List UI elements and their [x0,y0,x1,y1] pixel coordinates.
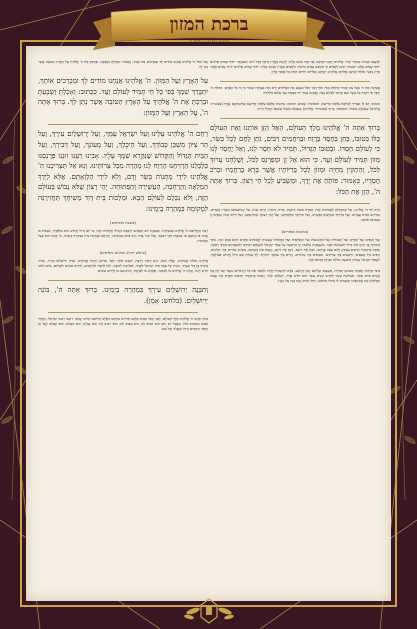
divider [48,124,198,125]
paragraph: נוֹדֶה לְּךָ ה' אֱלֹהֵינוּ, עַל שֶׁהִנְחַלְתָּ לַאֲבוֹתֵינוּ אֶרֶץ חֶמְדָּה טוֹבָה וּרְחָבָה, בְּרִית וְתוֹרָה, חַיִּים וּמָזוֹן. עַל שֶׁהוֹצֵאתָנוּ מֵאֶרֶץ מִצְרַיִם, וּפְדִיתָנוּ מִבֵּית עֲבָדִים. וְעַל בְּרִיתְךָ שֶׁחָתַמְתָּ בִּבְשָׂרֵנוּ, וְעַל תּוֹרָתְךָ שֶׁלִּמַּדְתָּנוּ, וְעַל חֻקֵּי רְצוֹנָךְ שֶׁהוֹדַעְתָּנוּ, וְעַל חַיִּים וּמָזוֹן שֶׁאַתָּה זָן וּמְפַרְנֵס אוֹתָנוּ: [210,208,380,223]
paragraph: לַמְנַצֵּחַ בִּנְגִינֹת מִזְמוֹר שִׁיר: אֱלֹהִים יְחָנֵּנוּ וִיבָרְכֵנוּ יָאֵר פָּנָיו אִתָּנוּ סֶלָה: לָדַעַת בָּאָרֶץ דַּרְכֶּךָ בְּכָל גּוֹיִם יְשׁוּעָתֶךָ: יוֹדוּךָ עַמִּים אֱלֹהִים יוֹדוּךָ עַמִּים כֻּלָּם: יִשְׂמְחוּ וִירַנְּנוּ לְאֻמִּים כִּי תִשְׁפֹּט עַמִּים מִישׁוֹר וּלְאֻמִּים בָּאָרֶץ תַּנְחֵם סֶלָה: יוֹדוּךָ עַמִּים אֱלֹהִים יוֹדוּךָ עַמִּים כֻּלָּם: אֶרֶץ נָתְנָה יְבוּלָהּ יְבָרְכֵנוּ אֱלֹהִים אֱלֹהֵינוּ: יְבָרְכֵנוּ אֱלֹהִים וְיִירְאוּ אוֹתוֹ כָּל אַפְסֵי אָרֶץ: [210,60,380,74]
divider [220,81,370,82]
page-title: ברכת המזון [169,14,249,35]
section-heading: (בשבת מוסיפים) [110,220,136,226]
divider [220,203,370,204]
divider [48,312,198,313]
left-text-column [38,60,208,338]
paragraph: וְעַל הַנִּסִּים וְעַל הַפֻּרְקָן וְעַל הַגְּבוּרוֹת וְעַל הַתְּשׁוּעוֹת וְעַל הַנִּפְלָאוֹת וְעַל הַנֶּחָמוֹת שֶׁעָשִׂיתָ לַאֲבוֹתֵינוּ בַּיָּמִים הָהֵם בִּזְּמַן הַזֶּה. בִּימֵי מַתִּתְיָה בֶּן יוֹחָנָן כֹּהֵן גָּדוֹל חַשְׁמוֹנַאי וּבָנָיו, כְּשֶׁעָמְדָה מַלְכוּת יָוָן הָרְשָׁעָה עַל עַמְּךָ יִשְׂרָאֵל לְשַׁכְּחָם תּוֹרָתָךְ וּלְהַעֲבִירָם מֵחֻקֵּי רְצוֹנָךְ, וְאַתָּה בְּרַחֲמֶיךָ הָרַבִּים עָמַדְתָּ לָהֶם בְּעֵת צָרָתָם, רַבְתָּ אֶת רִיבָם, דַּנְתָּ אֶת דִּינָם, נָקַמְתָּ אֶת נִקְמָתָם, מָסַרְתָּ גִבּוֹרִים בְּיַד חַלָּשִׁים, וְרַבִּים בְּיַד מְעַטִּים, וּרְשָׁעִים בְּיַד צַדִּיקִים, וּטְמֵאִים בְּיַד טְהוֹרִים, וְזֵדִים בְּיַד עוֹסְקֵי תוֹרָתֶךָ. לְךָ עָשִׂיתָ שֵׁם גָּדוֹל וְקָדוֹשׁ בְּעוֹלָמָךְ, וּלְעַמְּךָ יִשְׂרָאֵל עָשִׂיתָ תְּשׁוּעָה גְדוֹלָה וּפֻרְקָן כְּהַיּוֹם הַזֶּה. [210,238,380,263]
paragraph: בִּימֵי מָרְדְּכַי וְאֶסְתֵּר בְּשׁוּשַׁן הַבִּירָה, כְּשֶׁעָמַד עֲלֵיהֶם הָמָן הָרָשָׁע, בִּקֵּשׁ לְהַשְׁמִיד לַהֲרֹג וּלְאַבֵּד אֶת כָּל הַיְּהוּדִים מִנַּעַר וְעַד זָקֵן טַף וְנָשִׁים בְּיוֹם אֶחָד, בִּשְׁלשָׁה עָשָׂר לְחֹדֶשׁ שְׁנֵים עָשָׂר הוּא חֹדֶשׁ אֲדָר, וּשְׁלָלָם לָבוֹז. וְאַתָּה בְּרַחֲמֶיךָ הָרַבִּים הֵפַרְתָּ אֶת עֲצָתוֹ וְקִלְקַלְתָּ אֶת מַחֲשַׁבְתּוֹ וַהֲשֵׁבוֹתָ לּוֹ גְּמוּלוֹ בְּרֹאשׁוֹ, וְתָלוּ אוֹתוֹ וְאֶת בָּנָיו עַל הָעֵץ. [210,269,380,284]
paragraph: המזמן: הַב לָן וְנִבְרִיךְ לְמַלְכָּא עִלָּאָה קַדִּישָׁא. המסובין: שָׁמַיִם. המזמן: בִּרְשׁוּת מַלְכָּא עִלָּאָה קַדִּישָׁא וּבִרְשׁוּתְכֶם נְבָרֵךְ (בעשרה: אֱלֹהֵינוּ) שֶׁאָכַלְנוּ מִשֶּׁלּוֹ. המסובין: בָּרוּךְ (בעשרה: אֱלֹהֵינוּ) שֶׁאָכַלְנוּ מִשֶּׁלּוֹ וּבְטוּבוֹ הַגָּדוֹל חָיִינוּ. [210,102,380,111]
paragraph: רַחֵם ה' אֱלֹהֵינוּ עָלֵינוּ וְעַל יִשְׂרָאֵל עַמָּךְ, וְעַל יְרוּשָׁלַיִם עִירָךְ, וְעַל הַר צִיּוֹן מִשְׁכַּן כְּבוֹדָךְ, וְעַל הֵיכָלָךְ, וְעַל מְעוֹנָךְ, וְעַל דְּבִירָךְ, וְעַל הַבַּיִת הַגָּדוֹל וְהַקָּדוֹשׁ שֶׁנִּקְרָא שִׁמְךָ עָלָיו. אָבִינוּ רְעֵנוּ זוּנֵנוּ פַּרְנְסֵנוּ כַּלְכְּלֵנוּ הַרְוִיחֵנוּ הַרְוַח לָנוּ מְהֵרָה מִכָּל צָרוֹתֵינוּ. וְנָא אַל תַּצְרִיכֵנוּ ה' אֱלֹהֵינוּ לִידֵי מַתְּנוֹת בָּשָׂר וָדָם, וְלֹא לִידֵי הַלְוָאָתָם. אֶלָּא לְיָדְךָ הַמְּלֵאָה וְהָרְחָבָה, הָעֲשִׁירָה וְהַפְּתוּחָה. יְהִי רָצוֹן שֶׁלֹּא נֵבוֹשׁ בָּעוֹלָם הַזֶּה, וְלֹא נִכָּלֵם לָעוֹלָם הַבָּא. וּמַלְכוּת בֵּית דָּוִד מְשִׁיחָךְ תַּחֲזִירֶנָּה לִמְקוֹמָהּ בִּמְהֵרָה בְיָמֵינוּ: [38,130,208,213]
section-heading: (בראש חודש ובחגים מוסיפים) [99,250,147,256]
paragraph: אֱלֹהֵינוּ וֵאלֹהֵי אֲבוֹתֵינוּ, יַעֲלֶה וְיָבֹא, יַגִּיעַ יֵרָאֶה וְיֵרָצֶה, יִשָּׁמַע יִפָּקֵד וְיִזָּכֵר זִכְרוֹנֵנוּ וְזִכְרוֹן אֲבוֹתֵינוּ, זִכְרוֹן יְרוּשָׁלַיִם עִירָךְ, וְזִכְרוֹן מָשִׁיחַ בֶּן דָּוִד עַבְדָּךְ, וְזִכְרוֹן כָּל עַמְּךָ בֵּית יִשְׂרָאֵל לְפָנֶיךָ, לִפְלֵיטָה לְטוֹבָה, לְחֵן לְחֶסֶד וּלְרַחֲמִים, לְחַיִּים טוֹבִים וּלְשָׁלוֹם, בְּיוֹם רֹאשׁ חֹדֶשׁ הַזֶּה. זָכְרֵנוּ ה' אֱלֹהֵינוּ בּוֹ לְטוֹבָה, וּפָקְדֵנוּ בוֹ לִבְרָכָה, וְהוֹשִׁיעֵנוּ בוֹ לְחַיִּים טוֹבִים. [38,259,208,274]
paragraph: עַל הָאָרֶץ וְעַל הַמָּזוֹן. ה' אֱלֹהֵינוּ אֲנַחְנוּ מוֹדִים לָךְ וּמְבָרְכִים אוֹתָךְ, יִתְבָּרַךְ שִׁמְךָ בְּפִי כָּל חַי תָּמִיד לְעוֹלָם וָעֶד. כַּכָּתוּב: וְאָכַלְתָּ וְשָׂבָעְתָּ וּבֵרַכְתָּ אֶת ה' אֱלֹהֶיךָ עַל הָאָרֶץ הַטּוֹבָה אֲשֶׁר נָתַן לָךְ. בָּרוּךְ אַתָּה ה', עַל הָאָרֶץ וְעַל הַמָּזוֹן: [38,77,208,117]
paragraph: בָּרוּךְ אַתָּה ה' אֱלֹהֵינוּ מֶלֶךְ הָעוֹלָם, לָעַד הָאֵל אָבִינוּ מַלְכֵּנוּ אַדִּירֵנוּ בּוֹרְאֵנוּ גּוֹאֲלֵנוּ קְדוֹשֵׁנוּ קְדוֹשׁ יַעֲקֹב, רוֹעֵנוּ רוֹעֵה יִשְׂרָאֵל, הַמֶּלֶךְ הַטּוֹב וְהַמֵּטִיב לַכֹּל, שֶׁבְּכָל יוֹם וָיוֹם הוּא הֵטִיב לָנוּ, הוּא מֵטִיב לָנוּ, הוּא יֵיטִיב לָנוּ. הוּא גְמָלָנוּ, הוּא גוֹמְלֵנוּ, הוּא יִגְמְלֵנוּ לָעַד חֵן וָחֶסֶד וְרַחֲמִים וְרֶוַח וְהַצָּלָה וְכָל טוֹב. [38,317,208,332]
paragraph: רְצֵה וְהַחֲלִיצֵנוּ ה' אֱלֹהֵינוּ בְּמִצְוֹתֶיךָ, וּבְמִצְוַת יוֹם הַשְּׁבִיעִי הַשַּׁבָּת הַגָּדוֹל וְהַקָּדוֹשׁ הַזֶּה, כִּי יוֹם גָּדוֹל וְקָדוֹשׁ הוּא מִלְּפָנֶיךָ, נִשְׁבּוֹת בּוֹ וְנָנוּחַ בּוֹ וְנִתְעַנֵּג בּוֹ כְּמִצְוַת חֻקֵּי רְצוֹנָךְ, וְאַל תְּהִי צָרָה וְיָגוֹן בְּיוֹם מְנוּחָתֵנוּ, וְהַרְאֵנוּ בְּנֶחָמַת צִיּוֹן בִּמְהֵרָה בְיָמֵינוּ, כִּי אַתָּה הוּא בַּעַל הַנֶּחָמוֹת. [38,229,208,244]
section-heading: (בחנוכה ובפורים) [281,229,309,235]
paragraph: וְתִבְנֶה יְרוּשָׁלַיִם עִירָךְ בִּמְהֵרָה בְיָמֵינוּ. בָּרוּךְ אַתָּה ה', בּוֹנֵה יְרוּשָׁלָיִם. (בלחש: אָמֵן). [38,286,208,305]
paragraph: בָּרוּךְ אַתָּה ה' אֱלֹהֵינוּ מֶלֶךְ הָעוֹלָם, הָאֵל הַזָּן אוֹתָנוּ וְאֶת הָעוֹלָם כֻּלּוֹ בְּטוּבוֹ, בְּחֵן בְּחֶסֶד בְּרֶוַח וּבְרַחֲמִים רַבִּים, נֹתֵן לֶחֶם לְכָל בָּשָׂר, כִּי לְעוֹלָם חַסְדּוֹ. וּבְטוּבוֹ הַגָּדוֹל, תָּמִיד לֹא חָסַר לָנוּ, וְאַל יֶחְסַר לָנוּ מָזוֹן תָּמִיד לְעוֹלָם וָעֶד. כִּי הוּא אֵל זָן וּמְפַרְנֵס לַכֹּל, וְשֻׁלְחָנוֹ עָרוּךְ לַכֹּל, וְהִתְקִין מִחְיָה וּמָזוֹן לְכָל בְּרִיּוֹתָיו אֲשֶׁר בָּרָא בְרַחֲמָיו וּבְרֹב חֲסָדָיו, כָּאָמוּר: פּוֹתֵחַ אֶת יָדֶךָ, וּמַשְׂבִּיעַ לְכָל חַי רָצוֹן. בָּרוּךְ אַתָּה ה', הַזָּן אֶת הַכֹּל: [210,124,380,196]
page-subtitle: נוסח עדות המזרח [188,38,230,45]
bottom-ornament-icon [183,593,235,627]
right-text-column [210,60,380,290]
divider [220,118,370,119]
paragraph: וְעַל הַכֹּל ה' אֱלֹהֵינוּ אֲנַחְנוּ מוֹדִים לָךְ וּמְבָרְכִים אֶת שְׁמָךְ, כָּאָמוּר: וְאָכַלְתָּ וְשָׂבָעְתָּ, וּבֵרַכְתָּ אֶת ה' אֱלֹהֶיךָ עַל הָאָרֶץ הַטּוֹבָה אֲשֶׁר נָתַן לָךְ. [38,60,208,69]
divider [48,280,198,281]
paragraph: אֲבָרְכָה אֶת ה' בְּכָל עֵת תָּמִיד תְּהִלָּתוֹ בְּפִי: סוֹף דָּבָר הַכֹּל נִשְׁמָע אֶת הָאֱלֹהִים יְרָא וְאֶת מִצְוֹתָיו שְׁמוֹר כִּי זֶה כָּל הָאָדָם: תְּהִלַּת ה' יְדַבֶּר פִּי וִיבָרֵךְ כָּל בָּשָׂר שֵׁם קָדְשׁוֹ לְעוֹלָם וָעֶד: וַאֲנַחְנוּ נְבָרֵךְ יָהּ מֵעַתָּה וְעַד עוֹלָם הַלְלוּיָהּ: [210,86,380,95]
